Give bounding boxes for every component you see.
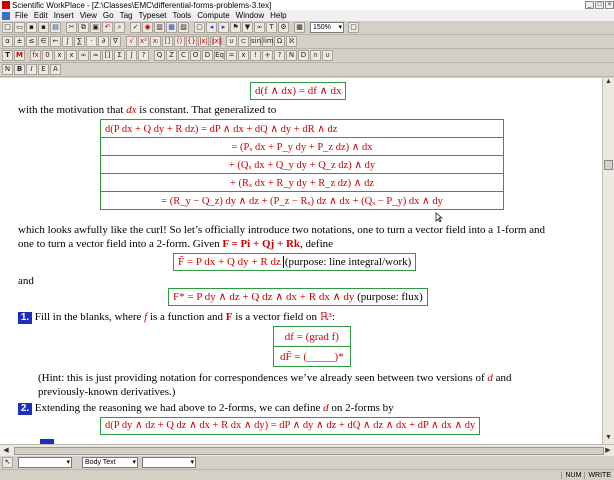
subset-icon[interactable]: ⊂ <box>238 36 249 47</box>
union-icon[interactable]: ∪ <box>226 36 237 47</box>
symbol-partial-icon[interactable]: ∂ <box>98 36 109 47</box>
bold-icon[interactable]: B <box>14 64 25 75</box>
menu-help[interactable]: Help <box>270 11 287 20</box>
navigate-forward-icon[interactable]: ▸ <box>218 22 229 33</box>
numeric-icon[interactable]: N <box>286 50 297 61</box>
help-query-icon[interactable]: ? <box>274 50 285 61</box>
z-icon[interactable]: Z <box>166 50 177 61</box>
hint-text: (Hint: this is just providing notation for correspondences we’ve already seen between two versions of <box>38 372 488 384</box>
menu-tools[interactable]: Tools <box>172 11 192 20</box>
menu-insert[interactable]: Insert <box>53 11 74 20</box>
blanks-table[interactable] <box>273 326 351 367</box>
item2-text: Extending the reasoning we had above to 2-forms, we can define <box>34 402 324 414</box>
absolute-value-icon[interactable]: |x| <box>199 37 208 45</box>
matrix-icon[interactable]: [] <box>102 50 113 61</box>
italic-icon[interactable]: I <box>26 64 37 75</box>
norm-icon[interactable]: ‖x‖ <box>211 37 223 45</box>
math-symbols-toolbar <box>0 35 614 49</box>
item-number-badge: 1. <box>18 312 32 324</box>
scroll-thumb[interactable] <box>604 160 613 170</box>
union2-icon[interactable]: ∪ <box>322 50 333 61</box>
save-icon[interactable]: ▪ <box>26 22 37 33</box>
item1-colon: : <box>331 311 335 323</box>
function-sin-icon[interactable]: sin <box>251 37 262 45</box>
q-icon[interactable]: Q <box>154 50 165 61</box>
symbol-integral-icon[interactable]: ∫ <box>62 36 73 47</box>
scroll-down-icon[interactable]: ▼ <box>605 434 612 441</box>
paragraph-curl-line2 <box>18 237 333 251</box>
motivation-math: dx <box>126 104 137 116</box>
menu-window[interactable]: Window <box>235 11 265 20</box>
symbol-relation-icon[interactable]: ≤ <box>26 36 37 47</box>
symbol-set-icon[interactable]: ∈ <box>38 36 49 47</box>
document-area[interactable] <box>0 78 602 444</box>
equation-star[interactable] <box>168 288 428 306</box>
eq-row-5[interactable]: = (R_y − Q_z) dy ∧ dz + (P_z − Rₓ) dz ∧ dx + (Qₓ − P_y) dx ∧ dy <box>101 192 504 210</box>
radical-icon[interactable]: √ <box>126 36 137 47</box>
symbol-dot-icon[interactable]: · <box>86 36 97 47</box>
symbol-binary-icon[interactable]: ± <box>14 36 25 47</box>
equation-bottom[interactable]: d(P dy ∧ dz + Q dz ∧ dx + R dx ∧ dy) = dP ∧ dy ∧ dz + dQ ∧ dz ∧ dx + dP ∧ dx ∧ dy <box>100 417 480 435</box>
math-mode-icon[interactable]: M <box>14 50 25 61</box>
tag-icon[interactable]: ▢ <box>194 22 205 33</box>
maximize-button[interactable]: □ <box>595 1 604 9</box>
table-icon[interactable]: ▦ <box>294 22 305 33</box>
normal-text-icon[interactable]: N <box>2 64 13 75</box>
parentheses-icon[interactable]: () <box>174 36 185 47</box>
symbol-arrow-icon[interactable]: ← <box>50 36 61 47</box>
function-icon[interactable]: fx <box>30 50 41 61</box>
typeset-icon[interactable]: ▥ <box>154 22 165 33</box>
eq-row-4[interactable]: + (Rₓ dx + R_y dy + R_z dz) ∧ dz <box>101 174 504 192</box>
undo-icon[interactable]: ↶ <box>102 22 113 33</box>
scroll-up-icon[interactable]: ▲ <box>605 78 612 85</box>
close-button[interactable]: × <box>605 1 614 9</box>
mouse-cursor-icon <box>436 213 442 222</box>
equals-icon[interactable]: = <box>226 50 237 61</box>
curl-vector-field: F = Pi + Qj + Rk <box>222 238 301 250</box>
hint-d: d <box>487 372 493 384</box>
intersect-icon[interactable]: ∩ <box>310 50 321 61</box>
evaluate-icon[interactable]: Eq <box>215 51 224 59</box>
scroll-right-icon[interactable]: ▶ <box>605 447 611 454</box>
paste-icon[interactable]: ▣ <box>90 22 101 33</box>
standard-toolbar <box>0 21 614 35</box>
factorial-icon[interactable]: ! <box>250 50 261 61</box>
spell-check-icon[interactable]: ✓ <box>130 22 141 33</box>
format-toolbar <box>0 63 614 77</box>
find-icon[interactable]: ⌕ <box>114 22 125 33</box>
item-2 <box>18 401 394 415</box>
eq-row-1[interactable]: d(P dx + Q dy + R dz) = dP ∧ dx + dQ ∧ dy + dR ∧ dz <box>101 120 504 138</box>
menu-view[interactable]: View <box>79 11 97 20</box>
infinity-icon[interactable]: ∞ <box>78 50 89 61</box>
section-tag-select[interactable] <box>18 457 72 468</box>
copy-icon[interactable]: ⧉ <box>78 22 89 33</box>
subscript-icon[interactable]: xᵢ <box>150 36 161 47</box>
variable2-icon[interactable]: x <box>66 50 77 61</box>
item2-text-end: on 2-forms by <box>328 402 394 414</box>
star-note: (purpose: flux) <box>357 291 423 303</box>
app-icon <box>2 1 10 9</box>
zoom-fit-icon[interactable]: ▢ <box>348 22 359 33</box>
emphasis-icon[interactable]: E <box>38 64 49 75</box>
equation-top[interactable]: d(f ∧ dx) = df ∧ dx <box>250 82 346 100</box>
summation-icon[interactable]: Σ <box>114 50 125 61</box>
window-controls <box>585 1 614 9</box>
item1-text: Fill in the blanks, where <box>34 311 145 323</box>
save-all-icon[interactable]: ▪ <box>38 22 49 33</box>
define-icon[interactable]: D <box>298 50 309 61</box>
pdf-icon[interactable]: ▧ <box>178 22 189 33</box>
item1-f: f <box>144 311 148 323</box>
bookmark-icon[interactable]: ⚑ <box>230 22 241 33</box>
text-t-icon[interactable]: T <box>266 22 277 33</box>
variable-icon[interactable]: x <box>54 50 65 61</box>
item1-text-post: is a vector field on <box>232 311 320 323</box>
curl-text-end: , define <box>300 238 334 250</box>
write-mode-indicator: WRITE <box>584 472 614 479</box>
open-folder-icon[interactable]: ▭ <box>14 22 25 33</box>
approx-icon[interactable]: ≈ <box>90 50 101 61</box>
zero-icon[interactable]: 0 <box>42 50 53 61</box>
tag-pointer-icon[interactable]: ↖ <box>2 457 13 468</box>
integral-icon[interactable]: ∫ <box>126 50 137 61</box>
item1-R3: ℝ³ <box>319 311 332 323</box>
blank-grad[interactable]: df = (grad f) <box>274 327 351 347</box>
scroll-left-icon[interactable]: ◀ <box>3 447 9 454</box>
superscript-icon[interactable]: x² <box>138 36 149 47</box>
equation-array[interactable] <box>100 119 504 210</box>
star-math: F* = P dy ∧ dz + Q dz ∧ dx + R dx ∧ dy <box>173 291 355 303</box>
paragraph-curl-line1: which looks awfully like the curl! So let’s officially introduce two notations, one to turn a vector field into a 1-form and <box>18 224 546 236</box>
item1-text-mid: is a function and <box>147 311 226 323</box>
motivation-text-end: is constant. That generalized to <box>136 104 277 116</box>
curl-text: one to turn a vector field into a 2-form. Given <box>18 238 223 250</box>
limit-icon[interactable]: lim <box>263 37 274 45</box>
symbol-sum-icon[interactable]: ∑ <box>74 36 85 47</box>
menu-file[interactable]: File <box>15 11 28 20</box>
preview-icon[interactable]: ◉ <box>142 22 153 33</box>
menu-tag[interactable]: Tag <box>119 11 133 20</box>
window-title: Scientific WorkPlace - [Z:\Classes\EMC\differential-forms-problems-3.tex] <box>12 0 272 10</box>
document-icon[interactable] <box>2 12 10 20</box>
text-motivation <box>18 103 276 117</box>
motivation-text: with the motivation that <box>18 104 127 116</box>
flat-math: F̃ = P dx + Q dy + R dz <box>178 256 281 268</box>
symbol-nabla-icon[interactable]: ∇ <box>110 36 121 47</box>
navigate-back-icon[interactable]: ◂ <box>206 22 217 33</box>
c-icon[interactable]: C <box>178 50 189 61</box>
paragraph-tag-select[interactable]: Body Text ▾ <box>82 457 138 468</box>
marker-icon[interactable]: ▼ <box>242 22 253 33</box>
status-bar <box>0 469 614 480</box>
font-a-icon[interactable]: A <box>50 64 61 75</box>
item2-d: d <box>323 402 329 414</box>
hint-text-end: and <box>492 372 512 384</box>
new-file-icon[interactable]: □ <box>2 22 13 33</box>
symbol-greek-icon[interactable]: α <box>2 36 13 47</box>
braces-icon[interactable]: {} <box>187 37 196 45</box>
item1-F: F <box>225 311 233 323</box>
blank-curl[interactable]: dF̃ = (_____)* <box>274 347 351 367</box>
text-tag-select[interactable] <box>142 457 196 468</box>
cut-icon[interactable]: ✂ <box>66 22 77 33</box>
compile-icon[interactable]: ▦ <box>166 22 177 33</box>
brackets-icon[interactable]: [] <box>162 36 173 47</box>
word-and: and <box>18 275 34 287</box>
menu-edit[interactable]: Edit <box>33 11 48 20</box>
plus-icon[interactable]: + <box>262 50 273 61</box>
query-icon[interactable]: ? <box>138 50 149 61</box>
equation-flat[interactable] <box>173 253 416 271</box>
hint-line1 <box>38 371 512 385</box>
flat-note: (purpose: line integral/work) <box>284 256 412 268</box>
tag-bar <box>0 456 614 469</box>
expand-icon[interactable]: x <box>238 50 249 61</box>
title-bar <box>0 0 614 10</box>
aleph-icon[interactable]: ℵ <box>286 36 297 47</box>
menu-typeset[interactable]: Typeset <box>138 11 167 20</box>
hint-line2: previously-known derivatives.) <box>38 386 176 398</box>
link-icon[interactable]: ∞ <box>254 22 265 33</box>
num-lock-indicator: NUM <box>561 472 584 479</box>
hscroll-thumb[interactable] <box>14 447 604 455</box>
item-1 <box>18 310 335 324</box>
menu-go[interactable]: Go <box>102 11 114 20</box>
text-mode-icon[interactable]: T <box>2 50 13 61</box>
compute-toolbar <box>0 49 614 63</box>
menu-bar <box>0 10 614 21</box>
omega-icon[interactable]: Ω <box>274 36 285 47</box>
minimize-button[interactable]: _ <box>585 1 594 9</box>
d-icon[interactable]: D <box>202 50 213 61</box>
zoom-select[interactable]: 150% ▾ <box>310 22 344 33</box>
o-icon[interactable]: O <box>190 50 201 61</box>
item-number-badge: 2. <box>18 403 32 415</box>
print-icon[interactable]: ▤ <box>50 22 61 33</box>
vertical-scrollbar[interactable] <box>602 78 614 444</box>
eq-row-3[interactable]: + (Qₓ dx + Q_y dy + Q_z dz) ∧ dy <box>101 156 504 174</box>
eq-row-2[interactable]: = (Pₓ dx + P_y dy + P_z dz) ∧ dx <box>101 138 504 156</box>
gear-icon[interactable]: ⚙ <box>278 22 289 33</box>
horizontal-scrollbar[interactable] <box>0 444 614 456</box>
menu-compute[interactable]: Compute <box>197 11 230 20</box>
